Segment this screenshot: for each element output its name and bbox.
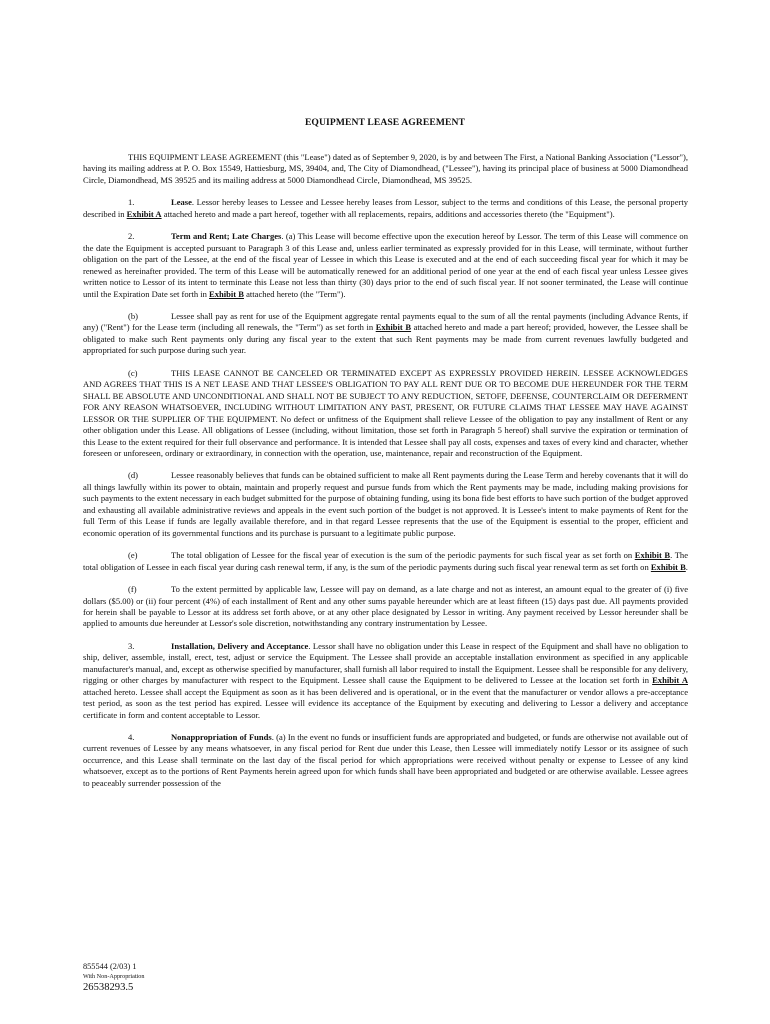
form-variant: With Non-Appropriation bbox=[83, 973, 145, 980]
section-2d-paragraph bbox=[83, 470, 688, 539]
section-2e-paragraph bbox=[83, 550, 688, 573]
section-2a-paragraph bbox=[83, 231, 688, 300]
document-id: 26538293.5 bbox=[83, 982, 134, 993]
section-3-heading: Installation, Delivery and Acceptance bbox=[171, 640, 309, 651]
section-2b-text-b: attached hereto and made a part hereof; provided, however, the Lessee shall be obligated to make such Rent payments only during any fiscal year to the extent that such Rent payments may be made from current revenues lawfully budgeted and appropriated for such purpose during such year. bbox=[83, 322, 688, 356]
section-2b-label: (b) bbox=[128, 310, 138, 321]
section-2e-label: (e) bbox=[128, 550, 138, 561]
section-4-text: . (a) In the event no funds or insufficient funds are appropriated and budgeted, or funds are otherwise not available out of current revenues of Lessee by any means whatsoever, in any fiscal period for Rent due under this Lease, then Lessee will immediately notify Lessor or its assignee of such occurrence, and this Lease shall terminate on the last day of the fiscal period for which appropriations were received without penalty or expense to Lessee of any kind whatsoever, except as to the portions of Rent Payments herein agreed upon for which funds shall have been appropriated and budgeted or are otherwise available. Lessee agrees to peaceably surrender possession of the bbox=[83, 732, 688, 788]
section-2b-exhibit-ref: Exhibit B bbox=[375, 322, 412, 333]
page-footer bbox=[83, 961, 144, 994]
section-2-text-b: attached hereto (the "Term"). bbox=[243, 288, 346, 299]
section-2f-text: To the extent permitted by applicable law, Lessee will pay on demand, as a late charge and not as interest, an amount equal to the greater of (i) five dollars ($5.00) or (ii) four percent (4%) of each installment of Rent and any other sums payable hereunder which are at least fifteen (15) days past due. All payments provided for herein shall be payable to Lessor at its address set forth above, or at any other place designated by Lessor in writing. Any payment received by Lessor hereunder shall be applied to amounts due hereunder at Lessor's sole discretion, notwithstanding any contrary instrumentation by Lessee. bbox=[83, 584, 688, 629]
intro-paragraph bbox=[83, 152, 688, 186]
section-3-number: 3. bbox=[128, 640, 135, 651]
section-2c-paragraph bbox=[83, 368, 688, 460]
section-3-paragraph bbox=[83, 641, 688, 721]
intro-text: THIS EQUIPMENT LEASE AGREEMENT (this "Lease") dated as of September 9, 2020, is by and between The First, a National Banking Association ("Lessor"), having its mailing address at P. O. Box 15549, Hattiesburg, MS, 39404, and, The City of Diamondhead, ("Lessee"), having its principal place of business at 5000 Diamondhead Circle, Diamondhead, MS 39525 and its mailing address at 5000 Diamondhead Circle, Diamondhead, MS 39525. bbox=[83, 152, 688, 185]
section-3-exhibit-ref: Exhibit A bbox=[652, 675, 688, 686]
section-2c-label: (c) bbox=[128, 367, 138, 378]
section-4-paragraph bbox=[83, 732, 688, 789]
section-1-text-b: attached hereto and made a part hereof, together with all replacements, repairs, additions and accessories thereto (the "Equipment"). bbox=[161, 208, 615, 219]
section-2-text-a: . (a) This Lease will become effective upon the execution hereof by Lessor. The term of this Lease will commence on the date the Equipment is accepted pursuant to Paragraph 3 of this Lease and, unless earlier terminated as expressly provided for in this Lease, will terminate, without further obligation on the part of the Lessee, at the end of the fiscal year of Lessee in which this Lease is executed and at the end of each succeeding fiscal year for which it may be renewed as hereinafter provided. The term of this Lease will be automatically renewed for an additional period of one year at the end of each fiscal year unless Lessee gives written notice to Lessor of its intent to terminate this Lease not less than thirty (30) days prior to the end of such fiscal year. If not sooner terminated, the Lease will continue until the Expiration Date set forth in bbox=[83, 231, 688, 299]
section-2-heading: Term and Rent; Late Charges bbox=[171, 231, 282, 242]
section-1-paragraph bbox=[83, 197, 688, 220]
section-2-number: 2. bbox=[128, 231, 135, 242]
section-4-heading: Nonappropriation of Funds bbox=[171, 732, 272, 743]
section-4-number: 4. bbox=[128, 732, 135, 743]
section-2-exhibit-ref: Exhibit B bbox=[209, 288, 244, 299]
section-1-number: 1. bbox=[128, 197, 135, 208]
section-2e-text-c: . bbox=[685, 561, 688, 572]
document-body bbox=[83, 152, 688, 789]
section-1-text-a: . Lessor hereby leases to Lessee and Lessee hereby leases from Lessor, subject to the terms and conditions of this Lease, the personal property described in bbox=[83, 197, 688, 219]
section-1-heading: Lease bbox=[171, 197, 192, 208]
section-2e-text-a: The total obligation of Lessee for the fiscal year of execution is the sum of the periodic payments for such fiscal year as set forth on bbox=[171, 550, 635, 561]
section-2d-text: Lessee reasonably believes that funds can be obtained sufficient to make all Rent payments during the Lease Term and hereby covenants that it will do all things lawfully within its power to obtain, maintain and properly request and pursue funds from which the Rent payments may be made, including making provisions for such payments to the extent necessary in each budget submitted for the purpose of obtaining funding, using its bona fide best efforts to have such portion of the budget approved and exhausting all available administrative reviews and appeals in the event such portion of the budget is not approved. It is Lessee's intent to make payments of Rent for the full Term of this Lease if funds are legally available therefore, and in that regard Lessee represents that the use of the Equipment is essential to the proper, efficient and economic operation of its governmental functions and its purchase is pursuant to a legitimate public purpose. bbox=[83, 470, 688, 538]
section-2f-label: (f) bbox=[128, 584, 137, 595]
form-number: 855544 (2/03) 1 bbox=[83, 962, 137, 971]
section-2e-exhibit-ref-1: Exhibit B bbox=[634, 550, 671, 561]
section-2d-label: (d) bbox=[128, 470, 138, 481]
document-title: EQUIPMENT LEASE AGREEMENT bbox=[304, 117, 466, 128]
section-2f-paragraph bbox=[83, 584, 688, 630]
section-2b-paragraph bbox=[83, 311, 688, 357]
section-1-exhibit-ref: Exhibit A bbox=[126, 208, 162, 219]
section-2e-text-b: . The total obligation of Lessee in each fiscal year during cash renewal term, if any, is the sum of the periodic payments during such fiscal year renewal term as set forth on bbox=[83, 550, 688, 572]
section-2e-exhibit-ref-2: Exhibit B bbox=[650, 561, 686, 572]
section-3-text-a: . Lessor shall have no obligation under this Lease in respect of the Equipment and shall have no obligation to ship, deliver, assemble, install, erect, test, adjust or service the Equipment. The Lessee shall provide an acceptable installation environment as specified in any applicable manufacturer's manual, and, except as otherwise specified by manufacturer, shall furnish all labor required to install the Equipment. Lessee shall be responsible for any delivery, rigging or other charges by manufacturer with respect to the Equipment. Lessee shall cause the Equipment to be delivered to Lessee at the location set forth in bbox=[83, 640, 688, 686]
section-2c-text: THIS LEASE CANNOT BE CANCELED OR TERMINATED EXCEPT AS EXPRESSLY PROVIDED HEREIN. LESSEE ACKNOWLEDGES AND AGREES THAT THIS IS A NET LEASE AND THAT LESSEE'S OBLIGATION TO PAY ALL RENT DUE OR TO BECOME DUE HEREUNDER FOR THE TERM SHALL BE ABSOLUTE AND UNCONDITIONAL AND SHALL NOT BE SUBJECT TO ANY REDUCTION, SETOFF, DEFENSE, COUNTERCLAIM OR DEFERMENT FOR ANY REASON WHATSOEVER, INCLUDING WITHOUT LIMITATION ANY PAST, PRESENT, OR FUTURE CLAIMS THAT LESSEE MAY HAVE AGAINST LESSOR OR THE SUPPLIER OF THE EQUIPMENT. No defect or unfitness of the Equipment shall relieve Lessee of the obligation to pay any installment of Rent or any other obligation under this Lease. All obligations of Lessee (including, without limitation, those set forth in Paragraph 5 hereof) shall survive the expiration or termination of this Lease to the extent required for their full observance and performance. It is intended that Lessee shall pay all costs, expenses and taxes of every kind and character, whether foreseen or unforeseen, ordinary or extraordinary, in connection with the operation, use, maintenance, repair and reconstruction of the Equipment. bbox=[83, 367, 688, 458]
section-3-text-b: attached hereto. Lessee shall accept the Equipment as soon as it has been delivered and is operational, or in the event that the manufacturer or vendor allows a pre-acceptance test period, as soon as the test period has expired. Lessee will evidence its acceptance of the Equipment by executing and delivering to Lessor a delivery and acceptance certificate in form and content acceptable to Lessor. bbox=[83, 686, 688, 720]
section-2b-text-a: Lessee shall pay as rent for use of the Equipment aggregate rental payments equal to the sum of all the rental payments (including Advance Rents, if any) ("Rent") for the Lease term (including all renewals, the "Term") as set forth in bbox=[83, 310, 688, 333]
